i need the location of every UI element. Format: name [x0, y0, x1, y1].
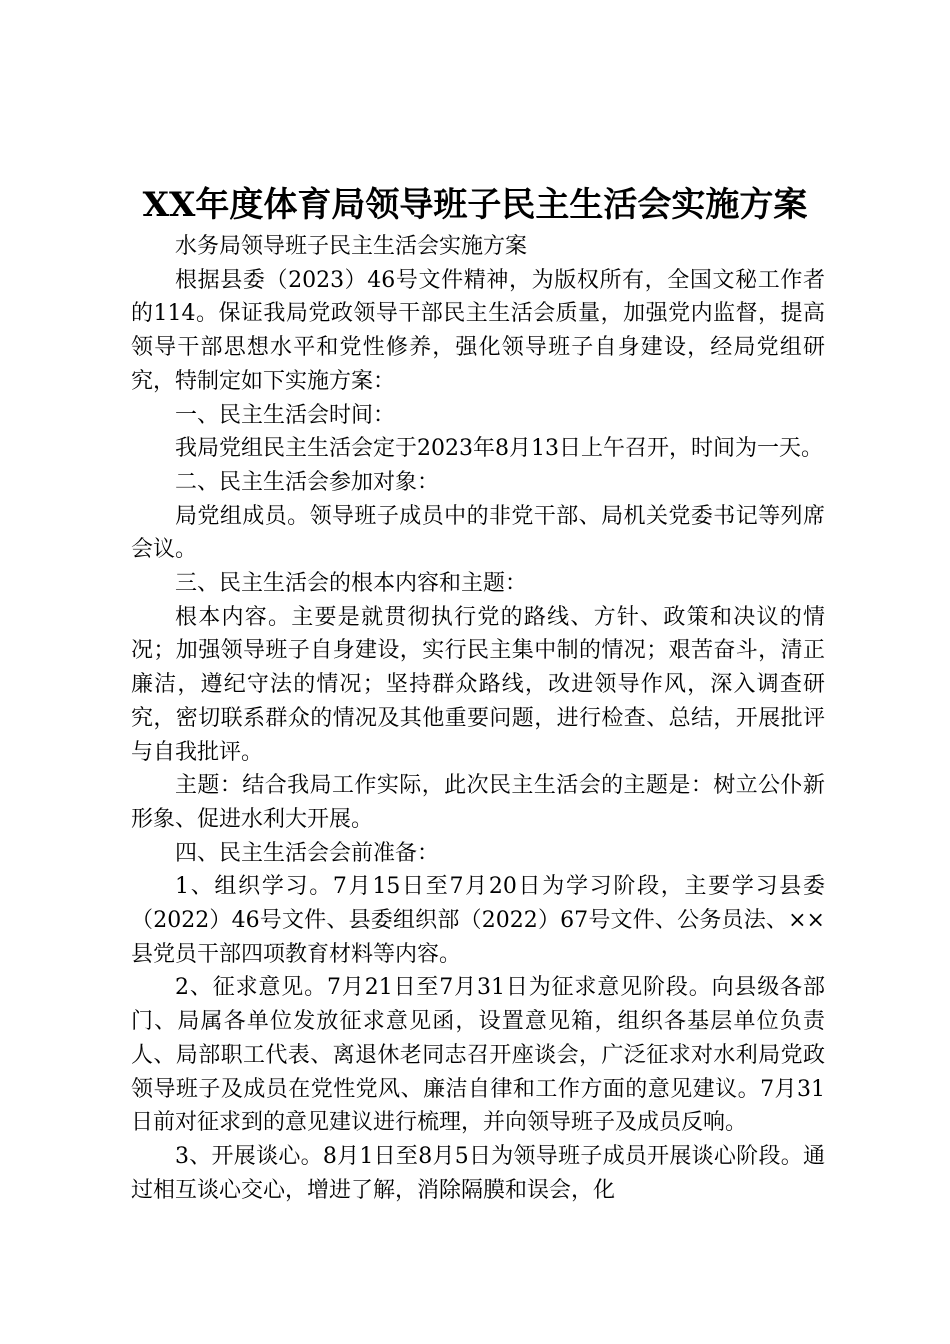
section-heading-preparation: 四、民主生活会会前准备： — [175, 840, 440, 866]
paragraph-intro: 根据县委（2023）46号文件精神，为版权所有，全国文秘工作者的114。保证我局党政领导干部民主生活会质量，加强党内监督，提高领导干部思想水平和党性修养，强化领导班子自身建设，经局党组研究，特制定如下实施方案： — [131, 267, 825, 394]
section-heading-participants: 二、民主生活会参加对象： — [175, 469, 440, 495]
paragraph-theme: 主题：结合我局工作实际，此次民主生活会的主题是：树立公仆新形象、促进水利大开展。 — [131, 773, 825, 832]
paragraph-study: 1、组织学习。7月15日至7月20日为学习阶段，主要学习县委（2022）46号文件、县委组织部（2022）67号文件、公务员法、××县党员干部四项教育材料等内容。 — [131, 874, 825, 967]
paragraph-content: 根本内容。主要是就贯彻执行党的路线、方针、政策和决议的情况；加强领导班子自身建设，实行民主集中制的情况；艰苦奋斗，清正廉洁，遵纪守法的情况；坚持群众路线，改进领导作风，深入调查研究，密切联系群众的情况及其他重要问题，进行检查、总结，开展批评与自我批评。 — [131, 604, 825, 765]
paragraph-participants: 局党组成员。领导班子成员中的非党干部、局机关党委书记等列席会议。 — [131, 503, 825, 563]
section-heading-time: 一、民主生活会时间： — [175, 402, 396, 428]
paragraph-talks: 3、开展谈心。8月1日至8月5日为领导班子成员开展谈心阶段。通过相互谈心交心，增进了解，消除隔膜和误会，化 — [131, 1143, 825, 1203]
section-heading-content: 三、民主生活会的根本内容和主题： — [175, 571, 528, 597]
document-body — [131, 230, 825, 1207]
paragraph-opinions: 2、征求意见。7月21日至7月31日为征求意见阶段。向县级各部门、局属各单位发放征求意见函，设置意见箱，组织各基层单位负责人、局部职工代表、离退休老同志召开座谈会，广泛征求对水利局党政领导班子及成员在党性党风、廉洁自律和工作方面的意见建议。7月31日前对征求到的意见建议进行梳理，并向领导班子及成员反响。 — [131, 975, 825, 1136]
document-title: XX年度体育局领导班子民主生活会实施方案 — [142, 185, 808, 225]
paragraph-subtitle: 水务局领导班子民主生活会实施方案 — [175, 234, 528, 259]
paragraph-time: 我局党组民主生活会定于2023年8月13日上午召开，时间为一天。 — [175, 436, 823, 462]
